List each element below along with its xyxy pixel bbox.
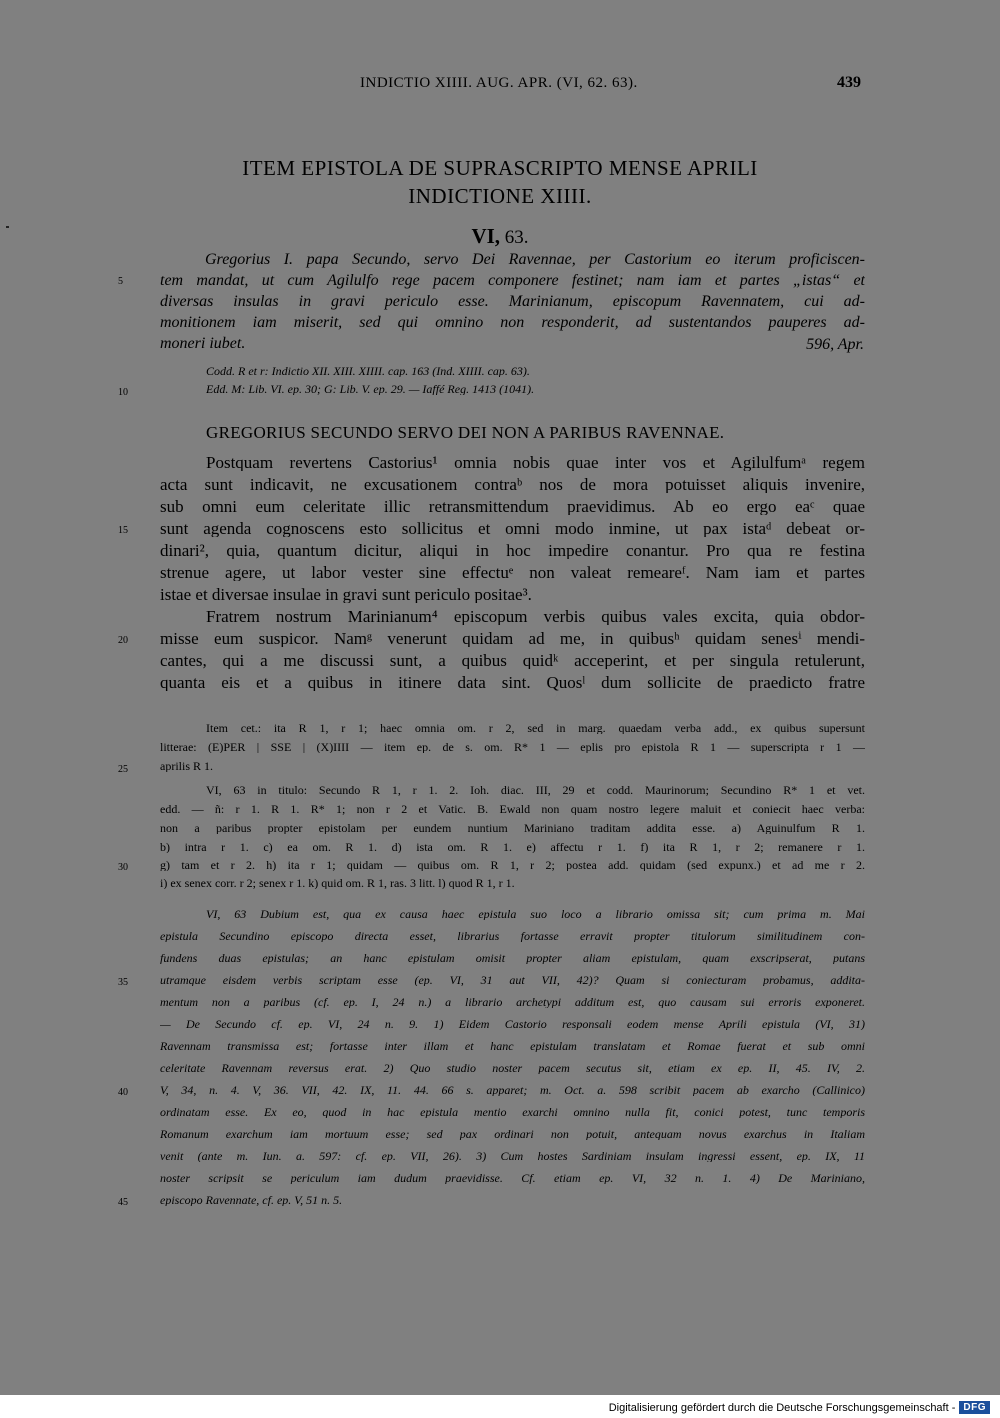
commentary-line: V, 34, n. 4. V, 36. VII, 42. IX, 11. 44. 66 s. apparet; m. Oct. a. 598 scribit pacem ab exarcho (Callinico) xyxy=(160,1084,865,1096)
commentary-line: episcopo Ravennate, cf. ep. V, 51 n. 5. xyxy=(160,1194,343,1206)
commentary-line: Romanum exarchum iam mortuum esse; sed pax ordinari non potuit, antequam novus exarchus in Italiam xyxy=(160,1128,865,1140)
footer-text: Digitalisierung gefördert durch die Deutsche Forschungsgemeinschaft - xyxy=(608,1401,956,1414)
body-line: Postquam revertens Castorius¹ omnia nobis quae inter vos et Agilulfumᵃ regem xyxy=(206,454,865,471)
title-line-2: INDICTIONE XIIII. xyxy=(408,184,592,208)
body-line: acta sunt indicavit, ne excusationem contraᵇ nos de mora potuisset aliquis invenire, xyxy=(160,476,865,493)
apparatus-line: g) tam et r 2. h) ita r 1; quidam — quibus om. R 1, r 2; postea add. quidam (sed expunx.) et ad me r 2. xyxy=(160,859,865,871)
apparatus-line: Item cet.: ita R 1, r 1; haec omnia om. r 2, sed in marg. quaedam verba add., ex quibus supersunt xyxy=(206,722,865,734)
commentary-line: venit (ante m. Iun. a. 597: cf. ep. VII, 26). 3) Cum hostes Sardiniam insulam ingressi essent, ep. IX, 11 xyxy=(160,1150,865,1162)
apparatus-line: non a paribus propter epistolam per eundem nuntium Mariniano traditam addita esse. a) Aguinulfum R 1. xyxy=(160,822,865,834)
summary-line: monitionem iam miserit, sed qui omnino non responderit, ad sustentandos pauperes ad- xyxy=(160,315,865,331)
title-line-1: ITEM EPISTOLA DE SUPRASCRIPTO MENSE APRILI xyxy=(242,156,758,180)
body-line: strenue agere, ut labor vester sine effectuᵉ non valeat remeareᶠ. Nam iam et partes xyxy=(160,564,865,581)
funding-footer xyxy=(609,1397,990,1418)
dfg-logo: DFG xyxy=(959,1401,990,1414)
commentary-line: ordinatam esse. Ex eo, quod in hac epistula mentio exarchi omnino nulla fit, conici potest, tunc temporis xyxy=(160,1106,865,1118)
letter-number: VI, 63. xyxy=(471,224,529,248)
commentary-line: fundens duas epistulas; an hanc epistulam omisit propter aliam epistulam, quam exscripserat, putans xyxy=(160,952,865,964)
margin-line-number: 20 xyxy=(118,635,128,646)
body-line: sunt agenda cognoscens esto sollicitus et omni modo inmine, ut pax istaᵈ debeat or- xyxy=(160,520,865,537)
body-line: dinari², quia, quantum dicitur, aliqui in hoc impedire conantur. Pro qua re festina xyxy=(160,542,865,559)
apparatus-line: litterae: (E)PER | SSE | (X)IIII — item ep. de s. om. R* 1 — eplis pro epistola R 1 — superscripta r 1 — xyxy=(160,741,865,753)
running-header: INDICTIO XIIII. AUG. APR. (VI, 62. 63). xyxy=(360,75,638,91)
commentary-line: VI, 63 Dubium est, qua ex causa haec epistula suo loco a librario omissa sit; cum prima m. Mai xyxy=(206,908,865,920)
margin-line-number: 15 xyxy=(118,525,128,536)
margin-line-number: 5 xyxy=(118,276,123,287)
page-number: 439 xyxy=(837,74,861,91)
commentary-line: mentum non a paribus (cf. ep. I, 24 n.) a librario archetypi additum est, quo causam sui erroris exponeret. xyxy=(160,996,865,1008)
margin-line-number: 35 xyxy=(118,977,128,988)
body-line: Fratrem nostrum Marinianum⁴ episcopum verbis quibus vales excita, quia obdor- xyxy=(206,608,865,625)
body-line: istae et diversae insulae in gravi sunt periculo positae³. xyxy=(160,586,532,603)
commentary-line: Ravennam transmissa est; fortasse inter illam et hanc epistulam translatam et Romae fuerat et sub omni xyxy=(160,1040,865,1052)
apparatus-line: i) ex senex corr. r 2; senex r 1. k) quid om. R 1, ras. 3 litt. l) quod R 1, r 1. xyxy=(160,877,515,889)
summary-line: tem mandat, ut cum Agilulfo rege pacem componere festinet; nam iam et partes „istas“ et xyxy=(160,273,865,289)
body-line: quanta eis et a quibus in itinere data sint. Quosˡ dum sollicite de praedicto fratre xyxy=(160,674,865,691)
summary-line: diversas insulas in gravi periculo esse. Marinianum, episcopum Ravennatem, cui ad- xyxy=(160,294,865,310)
body-line: sub omni eum celeritate illic retransmittendum praevidimus. Ab eo ergo eaᶜ quae xyxy=(160,498,865,515)
margin-line-number: 10 xyxy=(118,387,128,398)
body-line: cantes, qui a me discussi sunt, a quibus quidᵏ acceperint, et per singula retulerunt, xyxy=(160,652,865,669)
margin-line-number: 40 xyxy=(118,1087,128,1098)
commentary-line: utramque eisdem verbis scriptam esse (ep. VI, 31 aut VII, 42)? Quam si coniecturam probamus, addita- xyxy=(160,974,865,986)
codices-line: Codd. R et r: Indictio XII. XIII. XIIII. cap. 163 (Ind. XIIII. cap. 63). xyxy=(206,365,530,377)
commentary-line: noster scripsit se periculum iam dudum praevidisse. Cf. etiam ep. VI, 32 n. 1. 4) De Mariniano, xyxy=(160,1172,865,1184)
commentary-line: epistula Secundino episcopo directa esset, librarius fortasse erravit propter titulorum similitudinem con- xyxy=(160,930,865,942)
apparatus-line: aprilis R 1. xyxy=(160,760,213,772)
margin-line-number: 25 xyxy=(118,764,128,775)
body-line: misse eum suspicor. Namᵍ venerunt quidam ad me, in quibusʰ quidam senesⁱ mendi- xyxy=(160,630,865,647)
letter-heading: GREGORIUS SECUNDO SERVO DEI NON A PARIBUS RAVENNAE. xyxy=(206,424,725,441)
editions-line: Edd. M: Lib. VI. ep. 30; G: Lib. V. ep. 29. — Iaffé Reg. 1413 (1041). xyxy=(206,383,535,395)
summary-line: Gregorius I. papa Secundo, servo Dei Ravennae, per Castorium eo iterum proficiscen- xyxy=(205,252,865,268)
commentary-line: — De Secundo cf. ep. VI, 24 n. 9. 1) Eidem Castorio responsali eodem mense Aprili epistula (VI, 31) xyxy=(160,1018,865,1030)
apparatus-line: b) intra r 1. c) ea om. R 1. d) ista om. R 1. e) affectu r 1. f) ita R 1, r 2; remanere r 1. xyxy=(160,841,865,853)
summary-line: moneri iubet. xyxy=(160,336,246,352)
margin-line-number: 30 xyxy=(118,862,128,873)
commentary-line: celeritate Ravennam reversus erat. 2) Quo studio noster pacem secutus sit, etiam ex ep. II, 45. IV, 2. xyxy=(160,1062,865,1074)
margin-line-number: 45 xyxy=(118,1197,128,1208)
apparatus-line: VI, 63 in titulo: Secundo R 1, r 1. 2. Ioh. diac. III, 29 et codd. Maurinorum; Secundino R* 1 et vet. xyxy=(206,784,865,796)
apparatus-line: edd. — ñ: r 1. R 1. R* 1; non r 2 et Vatic. B. Ewald non quam nostro legere maluit et coniecit haec verba: xyxy=(160,803,865,815)
summary-date: 596, Apr. xyxy=(806,336,864,353)
